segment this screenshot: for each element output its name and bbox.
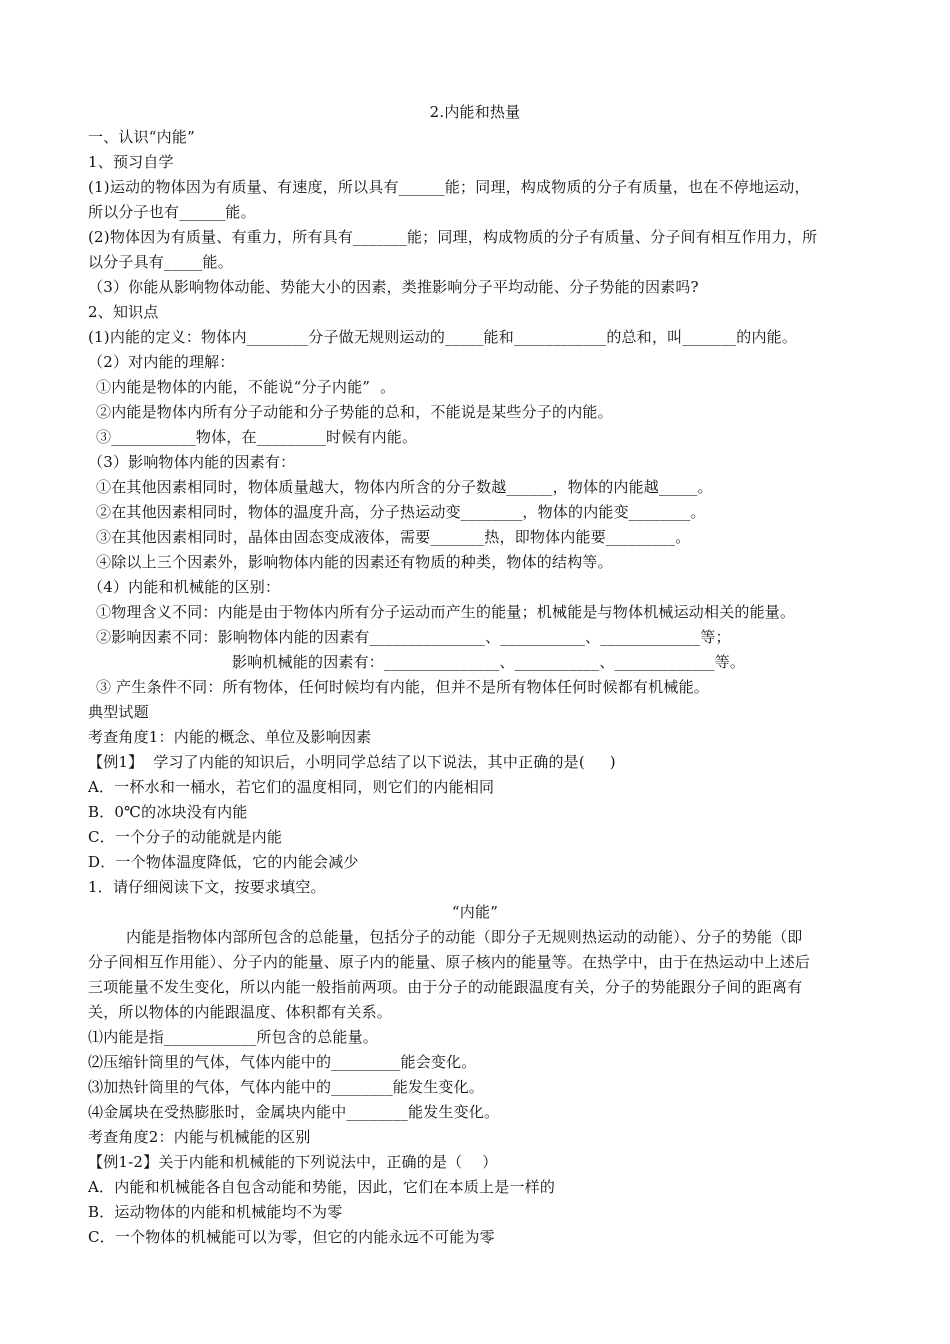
section-heading: 典型试题	[88, 703, 149, 721]
text-line: ①内能是物体的内能，不能说“分子内能” 。	[96, 378, 396, 396]
text-line: ⑷金属块在受热膨胀时，金属块内能中________能发生变化。	[88, 1103, 500, 1121]
text-line: ①物理含义不同：内能是由于物体内所有分子运动而产生的能量；机械能是与物体机械运动相关的能量。	[96, 603, 796, 621]
passage-title: “内能”	[451, 903, 499, 921]
option-line: B．0℃的冰块没有内能	[88, 803, 248, 821]
text-line: ③ 产生条件不同：所有物体，任何时候均有内能，但并不是所有物体任何时候都有机械能。	[96, 678, 709, 696]
text-line: (2)物体因为有质量、有重力，所有具有_______能；同理，构成物质的分子有质量、分子间有相互作用力，所	[88, 228, 818, 246]
text-line: （2）对内能的理解：	[88, 353, 235, 371]
subsection-heading: 考查角度1：内能的概念、单位及影响因素	[88, 728, 372, 746]
subsection-heading: 1、预习自学	[88, 153, 174, 171]
option-line: A．内能和机械能各自包含动能和势能，因此，它们在本质上是一样的	[88, 1178, 556, 1196]
example-question: 【例1】 学习了内能的知识后，小明同学总结了以下说法，其中正确的是( )	[88, 753, 616, 771]
text-line: (1)运动的物体因为有质量、有速度，所以具有______能；同理，构成物质的分子有质量，也在不停地运动，	[88, 178, 810, 196]
text-line: （3）你能从影响物体动能、势能大小的因素，类推影响分子平均动能、分子势能的因素吗?	[88, 278, 699, 296]
passage-line: 分子间相互作用能）、分子内的能量、原子内的能量、原子核内的能量等。在热学中，由于在热运动中上述后	[88, 953, 811, 971]
text-line: (1)内能的定义：物体内________分子做无规则运动的_____能和____________的总和，叫_______的内能。	[88, 328, 798, 346]
option-line: C．一个物体的机械能可以为零，但它的内能永远不可能为零	[88, 1228, 495, 1246]
text-line: 以分子具有_____能。	[88, 253, 233, 271]
text-line: 所以分子也有______能。	[88, 203, 256, 221]
passage-line: 关，所以物体的内能跟温度、体积都有关系。	[88, 1003, 393, 1021]
text-line: ⑵压缩针筒里的气体，气体内能中的_________能会变化。	[88, 1053, 477, 1071]
text-line: ②内能是物体内所有分子动能和分子势能的总和，不能说是某些分子的内能。	[96, 403, 613, 421]
option-line: D．一个物体温度降低，它的内能会减少	[88, 853, 359, 871]
text-line: ②在其他因素相同时，物体的温度升高，分子热运动变________，物体的内能变________。	[96, 503, 706, 521]
option-line: B．运动物体的内能和机械能均不为零	[88, 1203, 343, 1221]
text-line: （4）内能和机械能的区别：	[88, 578, 281, 596]
text-line: ③___________物体，在_________时候有内能。	[96, 428, 418, 446]
subsection-heading: 考查角度2：内能与机械能的区别	[88, 1128, 311, 1146]
text-line: ③在其他因素相同时，晶体由固态变成液体，需要_______热，即物体内能要_________。	[96, 528, 691, 546]
example-question: 【例1-2】关于内能和机械能的下列说法中，正确的是（ ）	[88, 1153, 498, 1171]
text-line: ②影响因素不同：影响物体内能的因素有_______________、___________、_____________等；	[96, 628, 731, 646]
text-line: ⑴内能是指____________所包含的总能量。	[88, 1028, 379, 1046]
text-line: ⑶加热针筒里的气体，气体内能中的________能发生变化。	[88, 1078, 485, 1096]
text-line: （3）影响物体内能的因素有：	[88, 453, 296, 471]
passage-line: 内能是指物体内部所包含的总能量，包括分子的动能（即分子无规则热运动的动能）、分子的势能（即	[126, 928, 803, 946]
passage-line: 三项能量不发生变化，所以内能一般指前两项。由于分子的动能跟温度有关，分子的势能跟分子间的距离有	[88, 978, 803, 996]
text-line: 影响机械能的因素有：_______________、___________、_____________等。	[232, 653, 746, 671]
option-line: A．一杯水和一桶水，若它们的温度相同，则它们的内能相同	[88, 778, 495, 796]
subsection-heading: 2、知识点	[88, 303, 159, 321]
section-heading: 一、认识“内能”	[88, 128, 195, 146]
text-line: 1．请仔细阅读下文，按要求填空。	[88, 878, 326, 896]
option-line: C．一个分子的动能就是内能	[88, 828, 283, 846]
page-title: 2.内能和热量	[429, 103, 521, 121]
text-line: ④除以上三个因素外，影响物体内能的因素还有物质的种类，物体的结构等。	[96, 553, 613, 571]
text-line: ①在其他因素相同时，物体质量越大，物体内所含的分子数越______，物体的内能越_____。	[96, 478, 713, 496]
